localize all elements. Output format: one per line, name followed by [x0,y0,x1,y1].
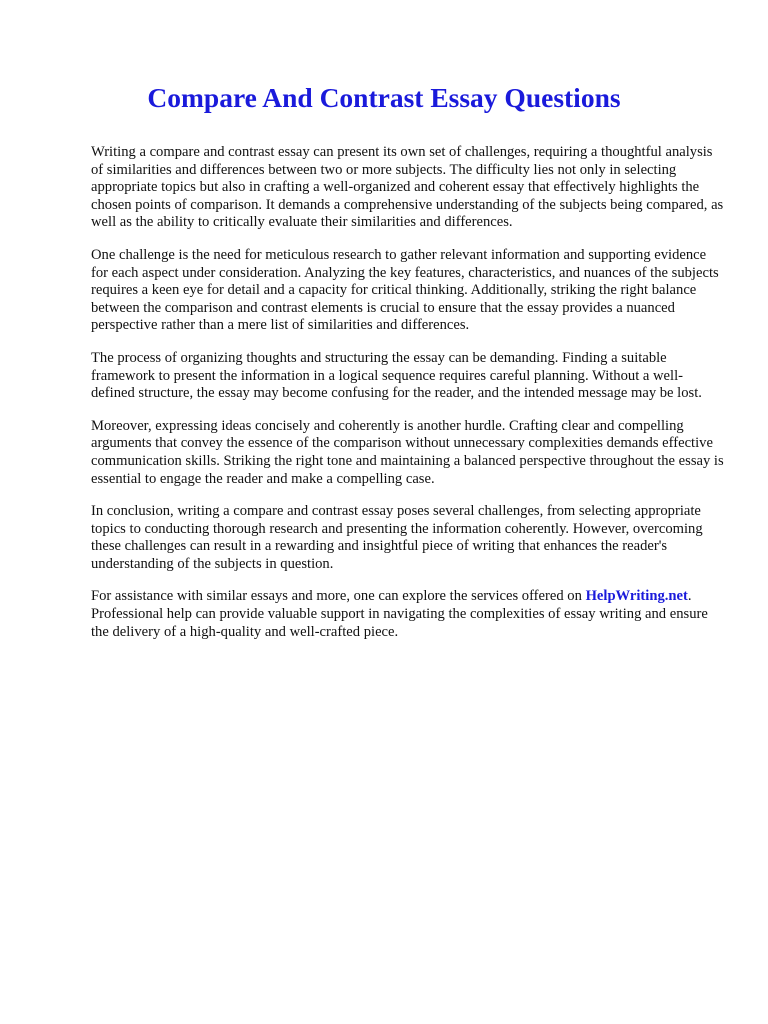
paragraph-research: One challenge is the need for meticulous research to gather relevant information and supporting evidence for each aspect under consideration. Analyzing the key features, characteristics, and nuances of the subjects requires a keen eye for detail and a capacity for critical thinking. Additionally, striking the right balance between the comparison and contrast elements is crucial to ensure that the essay provides a nuanced perspective rather than a mere list of similarities and differences. [91,246,719,334]
assistance-text-before: For assistance with similar essays and more, one can explore the services offered on [91,588,586,605]
paragraph-assistance [91,588,726,641]
paragraph-structure: The process of organizing thoughts and structuring the essay can be demanding. Finding a suitable framework to present the information in a logical sequence requires careful planning. Without a well-defined structure, the essay may become confusing for the reader, and the intended message may be lost. [91,349,702,402]
paragraph-expression: Moreover, expressing ideas concisely and coherently is another hurdle. Crafting clear and compelling arguments that convey the essence of the comparison without unnecessary complexities demands effective communication skills. Striking the right tone and maintaining a balanced perspective throughout the essay is essential to engage the reader and make a compelling case. [91,417,724,487]
assistance-text-after: . Professional help can provide valuable support in navigating the complexities of essay writing and ensure the delivery of a high-quality and well-crafted piece. [91,588,708,640]
page-title: Compare And Contrast Essay Questions [147,82,621,113]
paragraph-intro: Writing a compare and contrast essay can present its own set of challenges, requiring a thoughtful analysis of similarities and differences between two or more subjects. The difficulty lies not only in selecting appropriate topics but also in crafting a well-organized and coherent essay that effectively highlights the chosen points of comparison. It demands a comprehensive understanding of the subjects being compared, as well as the ability to critically evaluate their similarities and differences. [91,144,724,231]
document-body [91,144,726,656]
helpwriting-link[interactable]: HelpWriting.net [585,588,688,605]
paragraph-conclusion: In conclusion, writing a compare and contrast essay poses several challenges, from selecting appropriate topics to conducting thorough research and presenting the information coherently. However, overcoming these challenges can result in a rewarding and insightful piece of writing that enhances the reader's understanding of the subjects in question. [91,503,703,572]
